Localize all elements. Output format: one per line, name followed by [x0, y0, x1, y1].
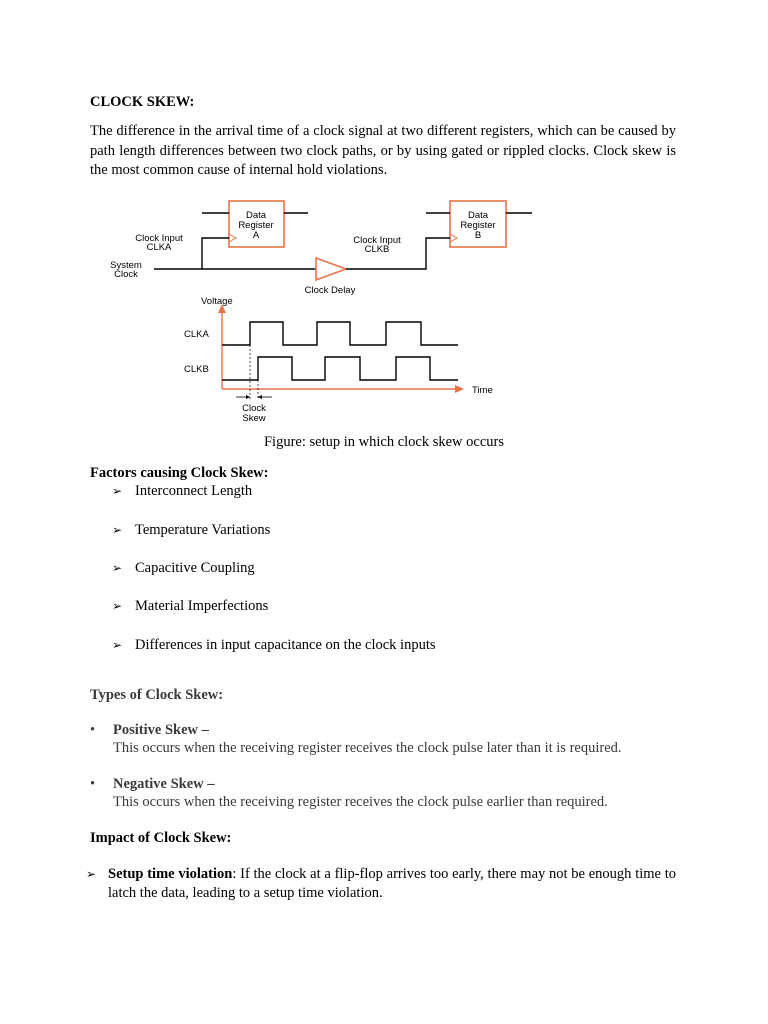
arrow-bullet-icon: ➢	[112, 523, 123, 537]
factors-heading: Factors causing Clock Skew:	[90, 465, 269, 481]
clka-label: CLKA	[184, 329, 209, 340]
timing-diagram	[218, 304, 464, 400]
clka-wire	[202, 238, 229, 269]
clock-delay-label: Clock Delay	[304, 285, 356, 296]
factor-label: Temperature Variations	[135, 522, 271, 538]
arrow-bullet-icon: ➢	[86, 867, 97, 881]
type-title: Negative Skew –	[113, 776, 215, 792]
list-item	[112, 598, 268, 615]
clkb-waveform	[222, 357, 458, 380]
bullet-icon: •	[90, 776, 96, 792]
bullet-icon: •	[90, 722, 96, 738]
factor-label: Differences in input capacitance on the clock inputs	[135, 637, 436, 653]
list-item	[112, 637, 436, 654]
type-description: This occurs when the receiving register receives the clock pulse later than it is required.	[113, 740, 622, 756]
clka-waveform	[222, 322, 458, 345]
register-a-clock-marker	[229, 234, 236, 242]
clock-skew-figure	[0, 0, 768, 430]
clock-skew-label-2: Skew	[242, 413, 266, 424]
intro-paragraph: The difference in the arrival time of a clock signal at two different registers, which can be caused by path length differences between two clock paths, or by using gated or rippled clocks. Clock skew is the most common cause of internal hold violations.	[90, 123, 676, 178]
register-b-clock-marker	[450, 234, 457, 242]
clkb-label: CLKB	[184, 364, 209, 375]
skew-arrowhead-left	[246, 395, 250, 399]
type-title: Positive Skew –	[113, 722, 209, 738]
type-description: This occurs when the receiving register receives the clock pulse earlier than required.	[113, 794, 608, 810]
system-clock-label-2: Clock	[114, 269, 138, 280]
factor-label: Interconnect Length	[135, 483, 253, 499]
arrow-bullet-icon: ➢	[112, 638, 123, 652]
arrow-bullet-icon: ➢	[112, 484, 123, 498]
list-item	[112, 483, 252, 500]
system-clock-label-1: System	[110, 260, 142, 271]
register-b-label-1: Data	[467, 210, 489, 221]
list-item	[112, 522, 270, 539]
skew-arrowhead-right	[258, 395, 262, 399]
time-axis-arrow	[455, 385, 464, 393]
impact-description: : If the clock at a flip-flop arrives too early, there may not be enough time to latch the data, leading to a setup time violation.	[108, 866, 676, 901]
clock-input-a-label-2: CLKA	[146, 242, 172, 253]
register-b-label-2: Register	[460, 220, 496, 231]
clock-delay-buffer	[316, 258, 346, 280]
time-label: Time	[472, 385, 493, 396]
impact-text	[108, 865, 676, 902]
arrow-bullet-icon: ➢	[112, 561, 123, 575]
register-a-label-1: Data	[245, 210, 267, 221]
impact-title: Setup time violation	[108, 866, 233, 882]
clock-input-b-label-1: Clock Input	[353, 235, 401, 246]
register-a-label-2: Register	[238, 220, 274, 231]
register-a-label-3: A	[252, 230, 260, 241]
impact-heading: Impact of Clock Skew:	[90, 830, 232, 846]
register-b-label-3: B	[474, 230, 482, 241]
factor-label: Material Imperfections	[135, 598, 269, 614]
arrow-bullet-icon: ➢	[112, 599, 123, 613]
section-heading: CLOCK SKEW:	[90, 94, 195, 110]
types-heading: Types of Clock Skew:	[90, 687, 224, 703]
factor-label: Capacitive Coupling	[135, 560, 255, 576]
voltage-label: Voltage	[201, 296, 233, 307]
clock-input-b-label-2: CLKB	[364, 244, 390, 255]
clock-input-a-label-1: Clock Input	[135, 233, 183, 244]
list-item	[112, 560, 255, 577]
figure-caption: Figure: setup in which clock skew occurs	[263, 434, 504, 450]
clock-skew-label-1: Clock	[242, 403, 266, 414]
